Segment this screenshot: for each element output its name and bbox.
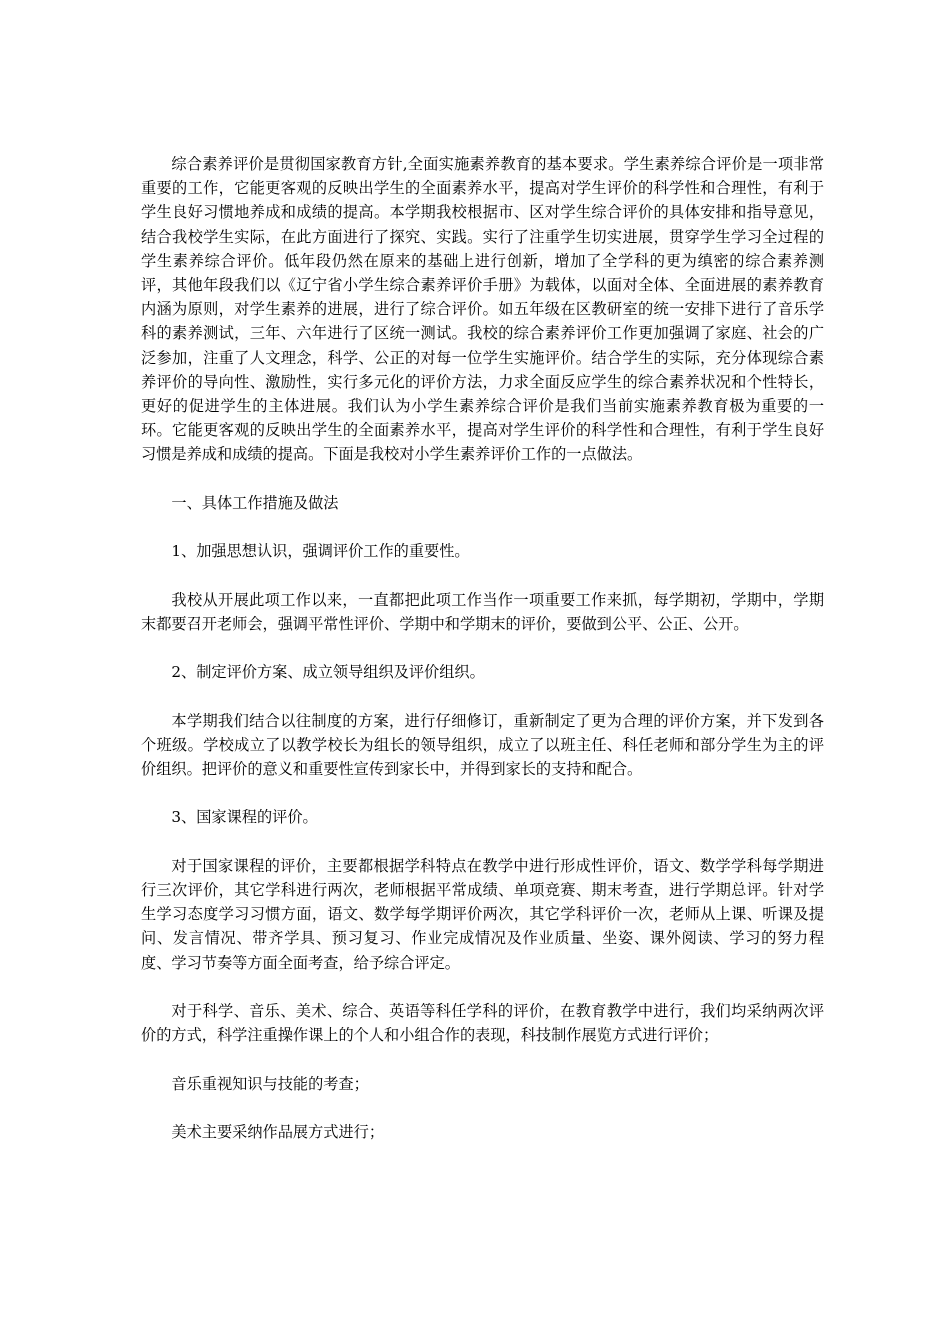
document-body xyxy=(141,152,824,1144)
body-paragraph: 本学期我们结合以往制度的方案，进行仔细修订，重新制定了更为合理的评价方案，并下发到各个班级。学校成立了以教学校长为组长的领导组织，成立了以班主任、科任老师和部分学生为主的评价组织。把评价的意义和重要性宣传到家长中，并得到家长的支持和配合。 xyxy=(141,711,824,778)
body-paragraph: 对于国家课程的评价，主要都根据学科特点在教学中进行形成性评价，语文、数学学科每学期进行三次评价，其它学科进行两次，老师根据平常成绩、单项竞赛、期末考查，进行学期总评。针对学生学习态度学习习惯方面，语文、数学每学期评价两次，其它学科评价一次，老师从上课、听课及提问、发言情况、带齐学具、预习复习、作业完成情况及作业质量、坐姿、课外阅读、学习的努力程度、学习节奏等方面全面考查，给予综合评定。 xyxy=(141,856,824,972)
body-paragraph: 对于科学、音乐、美术、综合、英语等科任学科的评价，在教育教学中进行，我们均采纳两次评价的方式，科学注重操作课上的个人和小组合作的表现，科技制作展览方式进行评价； xyxy=(141,1001,824,1045)
body-paragraph: 音乐重视知识与技能的考查； xyxy=(171,1074,369,1093)
intro-paragraph: 综合素养评价是贯彻国家教育方针,全面实施素养教育的基本要求。学生素养综合评价是一项非常重要的工作，它能更客观的反映出学生的全面素养水平，提高对学生评价的科学性和合理性，有利于学生良好习惯地养成和成绩的提高。本学期我校根据市、区对学生综合评价的具体安排和指导意见，结合我校学生实际，在此方面进行了探究、实践。实行了注重学生切实进展，贯穿学生学习全过程的学生素养综合评价。低年段仍然在原来的基础上进行创新，增加了全学科的更为缜密的综合素养测评，其他年段我们以《辽宁省小学生综合素养评价手册》为载体，以面对全体、全面进展的素养教育内涵为原则，对学生素养的进展，进行了综合评价。如五年级在区教研室的统一安排下进行了音乐学科的素养测试，三年、六年进行了区统一测试。我校的综合素养评价工作更加强调了家庭、社会的广泛参加，注重了人文理念，科学、公正的对每一位学生实施评价。结合学生的实际，充分体现综合素养评价的导向性、激励性，实行多元化的评价方法，力求全面反应学生的综合素养状况和个性特长，更好的促进学生的主体进展。我们认为小学生素养综合评价是我们当前实施素养教育极为重要的一环。它能更客观的反映出学生的全面素养水平，提高对学生评价的科学性和合理性，有利于学生良好习惯是养成和成绩的提高。下面是我校对小学生素养评价工作的一点做法。 xyxy=(141,155,824,464)
body-paragraph: 我校从开展此项工作以来，一直都把此项工作当作一项重要工作来抓，每学期初，学期中，学期末都要召开老师会，强调平常性评价、学期中和学期末的评价，要做到公平、公正、公开。 xyxy=(141,590,824,633)
body-paragraph: 美术主要采纳作品展方式进行； xyxy=(171,1122,385,1141)
subsection-heading: 3、国家课程的评价。 xyxy=(171,808,318,827)
subsection-heading: 2、制定评价方案、成立领导组织及评价组织。 xyxy=(171,663,485,682)
section-heading: 一、具体工作措施及做法 xyxy=(171,493,339,512)
subsection-heading: 1、加强思想认识，强调评价工作的重要性。 xyxy=(171,542,470,561)
